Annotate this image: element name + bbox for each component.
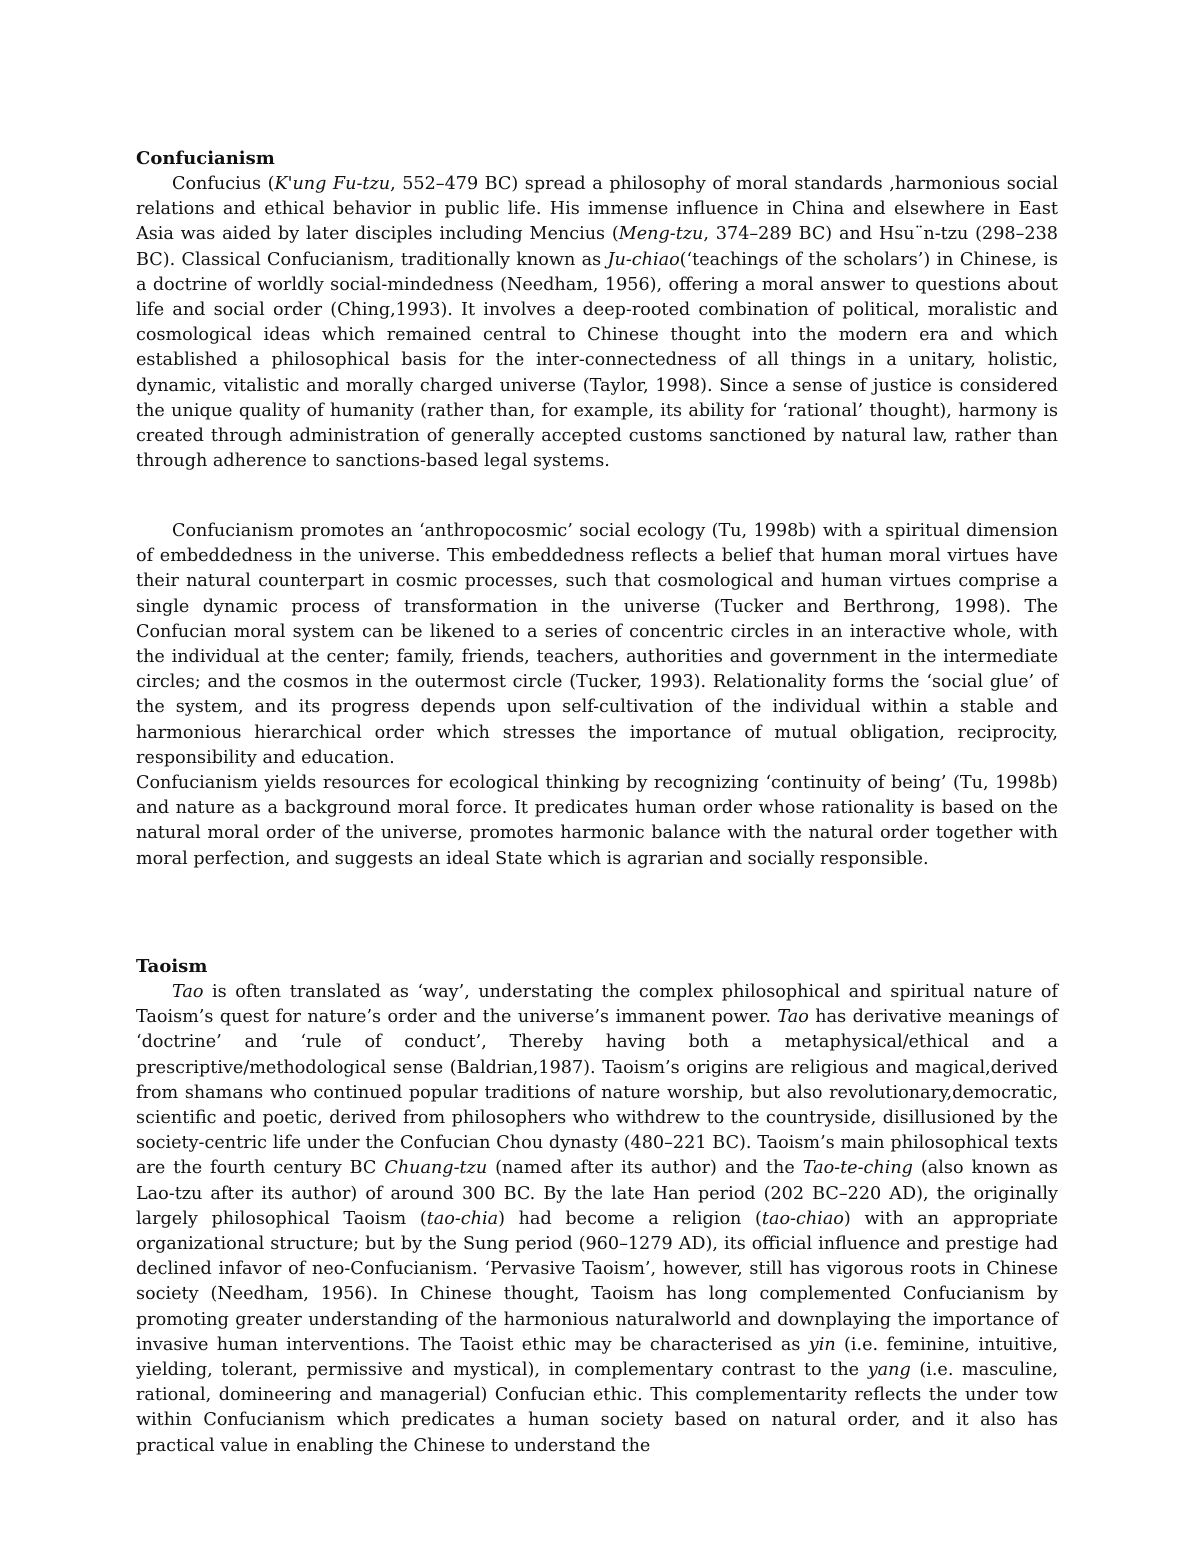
- text-run: (i.e. feminine, intuitive, yielding, tolerant, permissive and mystical), in complementary contrast to the: [136, 1334, 1058, 1381]
- italic-term: yin: [808, 1334, 836, 1355]
- text-run: has derivative meanings of ‘doctrine’ and ‘rule of conduct’, Thereby having both a metaphysical/ethical and a prescriptive/methodological sense (Baldrian,1987). Taoism’s origins are religious and magical,derived from shamans who continued popular traditions of nature worship, but also revolutionary,democratic, scientific and poetic, derived from philosophers who withdrew to the countryside, disillusioned by the society-centric life under the Confucian Chou dynasty (480–221 BC). Taoism’s main philosophical texts are the fourth century BC: [136, 1007, 1058, 1179]
- text-run: , 552–479 BC) spread a philosophy of moral standards ,harmonious social relations and ethical behavior in public life. His immense influence in China and elsewhere in East Asia was aided by later disciples including Mencius (: [136, 174, 1058, 245]
- italic-term: Meng-tzu: [618, 224, 704, 245]
- text-run: , 374–289 BC) and Hsu¨n-tzu (298–238 BC). Classical Confucianism, traditionally known as: [136, 224, 1059, 270]
- confucianism-paragraph-1: [136, 172, 1058, 474]
- italic-term: Tao: [172, 982, 204, 1002]
- text-run: ) had become a religion (: [498, 1208, 762, 1229]
- italic-term: tao-chiao: [761, 1208, 844, 1229]
- italic-term: Tao: [777, 1007, 809, 1028]
- italic-term: Chuang-tzu: [384, 1158, 488, 1179]
- text-run: is often translated as ‘way’, understating the complex philosophical and spiritual nature of Taoism’s quest for nature’s order and the universe’s immanent power.: [136, 982, 1058, 1028]
- taoism-heading: Taoism: [136, 956, 208, 977]
- italic-term: Ju-chiao: [607, 249, 680, 270]
- text-run: Confucianism promotes an ‘anthropocosmic’ social ecology (Tu, 1998b) with a spiritual dimension of embeddedness in the universe. This embeddedness reflects a belief that human moral virtues have their natural counterpart in cosmic processes, such that cosmological and human virtues comprise a single dynamic process of transformation in the universe (Tucker and Berthrong, 1998). The Confucian moral system can be likened to a series of concentric circles in an interactive whole, with the individual at the center; family, friends, teachers, authorities and government in the intermediate circles; and the cosmos in the outermost circle (Tucker, 1993). Relationality forms the ‘social glue’ of the system, and its progress depends upon self-cultivation of the individual within a stable and harmonious hierarchical order which stresses the importance of mutual obligation, reciprocity, responsibility and education.: [136, 521, 1058, 768]
- confucianism-paragraph-3: [136, 771, 1058, 872]
- confucianism-block-2: [136, 519, 1058, 872]
- confucianism-heading: Confucianism: [136, 148, 275, 169]
- text-run: (also known as Lao-tzu after its author) of around 300 BC. By the late Han period (202 BC–220 AD), the originally largely philosophical Taoism (: [136, 1158, 1058, 1229]
- text-run: ) with an appropriate organizational structure; but by the Sung period (960–1279 AD), its official influence and prestige had declined infavor of neo-Confucianism. ‘Pervasive Taoism’, however, still has vigorous roots in Chinese society (Needham, 1956). In Chinese thought, Taoism has long complemented Confucianism by promoting greater understanding of the harmonious naturalworld and downplaying the importance of invasive human interventions. The Taoist ethic may be characterised as: [136, 1208, 1058, 1355]
- italic-term: tao-chia: [426, 1208, 499, 1229]
- italic-term: yang: [867, 1360, 911, 1381]
- taoism-paragraph-1: [136, 980, 1058, 1459]
- text-run: Confucius (: [172, 174, 275, 194]
- text-run: (i.e. masculine, rational, domineering and managerial) Confucian ethic. This complementarity reflects the under tow within Confucianism which predicates a human society based on natural order, and it also has practical value in enabling the Chinese to understand the: [136, 1360, 1058, 1456]
- italic-term: Tao-te-ching: [802, 1158, 913, 1179]
- text-run: Confucianism yields resources for ecological thinking by recognizing ‘continuity of being’ (Tu, 1998b) and nature as a background moral force. It predicates human order whose rationality is based on the natural moral order of the universe, promotes harmonic balance with the natural order together with moral perfection, and suggests an ideal State which is agrarian and socially responsible.: [136, 773, 1058, 869]
- text-run: (named after its author) and the: [487, 1158, 803, 1179]
- confucianism-paragraph-2: [136, 519, 1058, 771]
- italic-term: K'ung Fu-tzu: [274, 174, 391, 194]
- text-run: (‘teachings of the scholars’) in Chinese, is a doctrine of worldly social-mindedness (Needham, 1956), offering a moral answer to questions about life and social order (Ching,1993). It involves a deep-rooted combination of political, moralistic and cosmological ideas which remained central to Chinese thought into the modern era and which established a philosophical basis for the inter-connectedness of all things in a unitary, holistic, dynamic, vitalistic and morally charged universe (Taylor, 1998). Since a sense of justice is considered the unique quality of humanity (rather than, for example, its ability for ‘rational’ thought), harmony is created through administration of generally accepted customs sanctioned by natural law, rather than through adherence to sanctions-based legal systems.: [136, 249, 1058, 472]
